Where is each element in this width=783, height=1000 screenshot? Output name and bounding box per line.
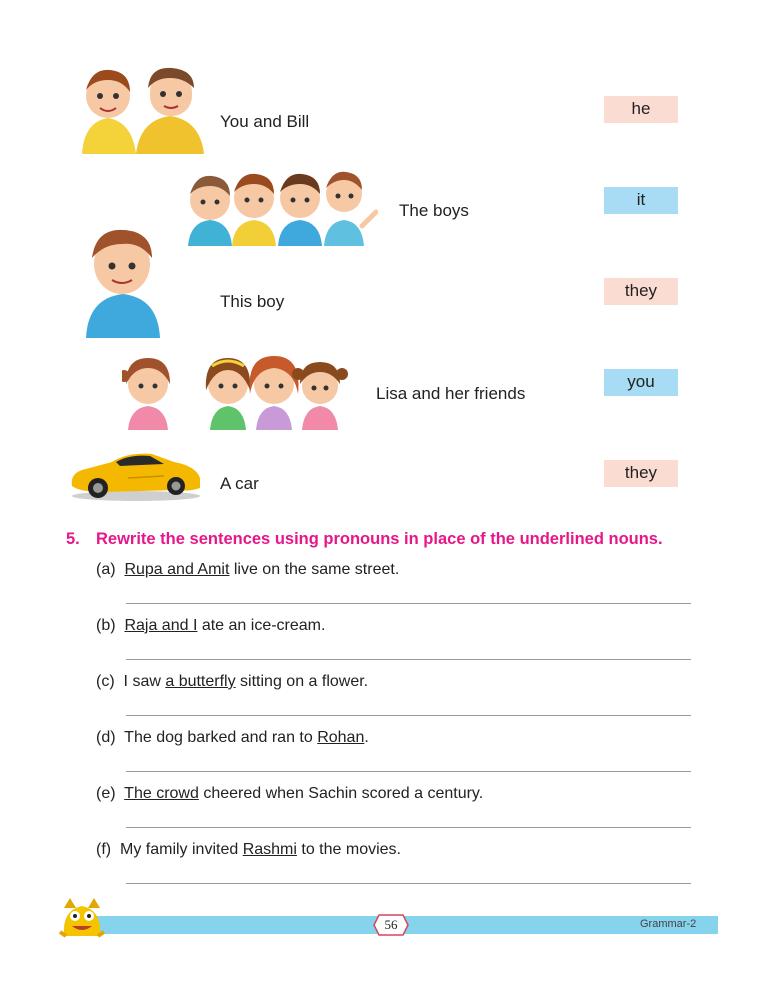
item-label: (e) bbox=[96, 785, 116, 802]
answer-line-d[interactable] bbox=[126, 771, 691, 772]
answer-line-e[interactable] bbox=[126, 827, 691, 828]
pronoun-box-they: they bbox=[604, 278, 678, 305]
item-text-before: I saw bbox=[123, 673, 166, 690]
pronoun-box-you: you bbox=[604, 369, 678, 396]
question-item-d bbox=[96, 729, 369, 747]
answer-line-b[interactable] bbox=[126, 659, 691, 660]
underlined-noun: Rohan bbox=[317, 729, 365, 746]
question-item-f bbox=[96, 841, 401, 859]
item-label: (c) bbox=[96, 673, 115, 690]
book-title: Grammar-2 bbox=[640, 918, 697, 930]
underlined-noun: Raja and I bbox=[124, 617, 198, 634]
answer-line-c[interactable] bbox=[126, 715, 691, 716]
mascot-icon bbox=[58, 896, 106, 940]
answer-line-a[interactable] bbox=[126, 603, 691, 604]
item-text-after: . bbox=[364, 729, 369, 746]
pronoun-box-he: he bbox=[604, 96, 678, 123]
item-text-after: to the movies. bbox=[296, 841, 401, 858]
underlined-noun: Rashmi bbox=[242, 841, 297, 858]
item-text-before: My family invited bbox=[120, 841, 243, 858]
lisa-and-friends-illustration bbox=[122, 350, 348, 430]
noun-you-and-bill: You and Bill bbox=[220, 112, 310, 131]
yellow-car-illustration bbox=[68, 444, 204, 502]
group-of-boys-illustration bbox=[186, 166, 378, 246]
two-boys-illustration bbox=[78, 66, 206, 154]
question-item-e bbox=[96, 785, 483, 803]
question-item-a bbox=[96, 561, 399, 579]
noun-a-car: A car bbox=[220, 474, 259, 493]
page-number: 56 bbox=[384, 917, 398, 932]
underlined-noun: Rupa and Amit bbox=[124, 561, 230, 578]
item-text-after: live on the same street. bbox=[229, 561, 400, 578]
pronoun-box-they-2: they bbox=[604, 460, 678, 487]
noun-this-boy: This boy bbox=[220, 292, 285, 311]
exercise-instruction: Rewrite the sentences using pronouns in place of the underlined nouns. bbox=[96, 530, 663, 548]
underlined-noun: a butterfly bbox=[165, 673, 236, 690]
item-text-after: sitting on a flower. bbox=[235, 673, 369, 690]
exercise-number: 5. bbox=[66, 530, 80, 548]
item-label: (d) bbox=[96, 729, 116, 746]
boy-illustration bbox=[84, 226, 162, 338]
item-text-after: ate an ice-cream. bbox=[197, 617, 326, 634]
question-item-c bbox=[96, 673, 368, 691]
item-label: (a) bbox=[96, 561, 116, 578]
item-label: (f) bbox=[96, 841, 112, 858]
noun-the-boys: The boys bbox=[399, 201, 469, 220]
underlined-noun: The crowd bbox=[124, 785, 199, 802]
question-item-b bbox=[96, 617, 325, 635]
page-number-badge bbox=[373, 914, 409, 936]
item-label: (b) bbox=[96, 617, 116, 634]
item-text-before: The dog barked and ran to bbox=[124, 729, 318, 746]
item-text-after: cheered when Sachin scored a century. bbox=[198, 785, 484, 802]
pronoun-box-it: it bbox=[604, 187, 678, 214]
answer-line-f[interactable] bbox=[126, 883, 691, 884]
noun-lisa-and-her-friends: Lisa and her friends bbox=[376, 384, 526, 403]
